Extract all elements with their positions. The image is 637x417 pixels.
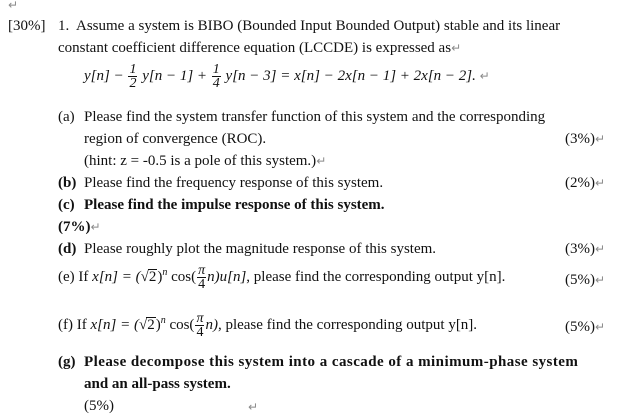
- exponent: n: [160, 315, 166, 326]
- cos-tail: n)u[n]: [207, 269, 247, 285]
- intro-line-1: Assume a system is BIBO (Bounded Input Bounded Output) stable and its linear: [76, 18, 561, 34]
- paren-close: ): [157, 269, 163, 285]
- part-d-score: [565, 240, 605, 258]
- score-text: (3%): [565, 241, 595, 257]
- part-c-score: [58, 218, 101, 236]
- part-g-line2: and an all-pass system.: [84, 376, 231, 392]
- part-g-label: (g): [58, 354, 76, 370]
- part-g-score: (5%): [84, 398, 114, 414]
- paragraph-mark: ↵: [595, 176, 606, 190]
- intro-line-2: [58, 39, 461, 57]
- score-text: (2%): [565, 175, 595, 191]
- sqrt-arg: 2: [147, 317, 155, 333]
- score-text: (5%): [565, 319, 595, 335]
- frac-num: π: [198, 263, 206, 279]
- eq-term-rest: y[n − 3] = x[n] − 2x[n − 1] + 2x[n − 2]: [225, 67, 473, 84]
- part-e-label: (e): [58, 269, 75, 285]
- frac-den: 4: [212, 76, 220, 91]
- score-text: (5%): [565, 272, 595, 288]
- exponent: n: [162, 267, 168, 278]
- part-b-score: [565, 174, 605, 192]
- paragraph-mark: ↵: [8, 0, 19, 12]
- points-label: [30%]: [8, 18, 46, 34]
- fraction-half: [128, 63, 137, 90]
- paragraph-mark: ↵: [595, 273, 606, 287]
- part-d-text: Please roughly plot the magnitude response of this system.: [84, 241, 437, 257]
- part-e-score: [565, 271, 605, 289]
- paragraph-mark: ↵: [451, 41, 462, 55]
- paragraph-mark: ↵: [479, 68, 490, 83]
- part-a-score: [565, 130, 605, 148]
- part-g-line1: Please decompose this system into a cascade of a minimum-phase system: [84, 354, 579, 370]
- frac-num: π: [196, 311, 204, 327]
- part-f-text: , please find the corresponding output y[n].: [217, 317, 478, 333]
- fraction-quarter: [212, 63, 221, 90]
- part-f-line: (f) If $x[n] = (√2)^n$ cos( $\frac{\pi}{4}$ n), please find the corresponding output y[n].: [58, 311, 478, 341]
- lccde-equation: [84, 63, 490, 90]
- cos-tail: n): [205, 317, 218, 333]
- x-of-n: x[n] = (: [90, 317, 139, 333]
- cos-fn: cos(: [171, 269, 197, 285]
- x-of-n: x[n] = (: [92, 269, 141, 285]
- frac-den: 4: [196, 325, 204, 341]
- paragraph-mark: ↵: [248, 400, 259, 414]
- paragraph-mark: ↵: [595, 132, 606, 146]
- part-e-text: , please find the corresponding output y[n].: [246, 269, 506, 285]
- sqrt-arg: 2: [148, 269, 157, 285]
- part-c-label: (c): [58, 197, 75, 213]
- eq-lhs: y[n] −: [84, 67, 124, 84]
- score-text: (3%): [565, 131, 595, 147]
- hint-text: (hint: z = -0.5 is a pole of this system.): [84, 153, 317, 169]
- part-a-line2: region of convergence (ROC).: [84, 131, 267, 147]
- paragraph-mark: ↵: [90, 220, 101, 234]
- part-f-label: (f): [58, 317, 73, 333]
- part-b-label: (b): [58, 175, 77, 191]
- eq-trail: .: [472, 67, 476, 84]
- problem-number: 1.: [58, 18, 70, 34]
- part-a-hint: [84, 152, 326, 170]
- part-f-score: [565, 318, 605, 336]
- paren-close: ): [155, 317, 161, 333]
- fraction-pi-over-4: [195, 312, 204, 339]
- paragraph-mark: ↵: [595, 320, 606, 334]
- frac-den: 4: [198, 277, 206, 293]
- part-d-label: (d): [58, 241, 77, 257]
- if-word: If: [76, 317, 87, 333]
- score-text: (7%): [58, 219, 91, 235]
- part-a-label: (a): [58, 109, 75, 125]
- eq-term-y1: y[n − 1] +: [142, 67, 208, 84]
- paragraph-mark: ↵: [316, 154, 327, 168]
- intro-text: constant coefficient difference equation (LCCDE) is expressed as: [58, 40, 452, 56]
- if-word: If: [78, 269, 89, 285]
- fraction-pi-over-4: [197, 264, 206, 291]
- frac-num: 1: [212, 62, 220, 77]
- frac-num: 1: [129, 62, 137, 77]
- part-a-line1: Please find the system transfer function of this system and the corresponding: [84, 109, 546, 125]
- paragraph-mark: ↵: [595, 242, 606, 256]
- part-e-line: (e) If $x[n] = (√2)^n$ cos( $\frac{\pi}{4}$ n)u[n], please find the corresponding output y[n].: [58, 263, 506, 293]
- part-b-text: Please find the frequency response of this system.: [84, 175, 384, 191]
- part-c-text: Please find the impulse response of this system.: [84, 197, 385, 213]
- cos-fn: cos(: [169, 317, 195, 333]
- frac-den: 2: [129, 76, 137, 91]
